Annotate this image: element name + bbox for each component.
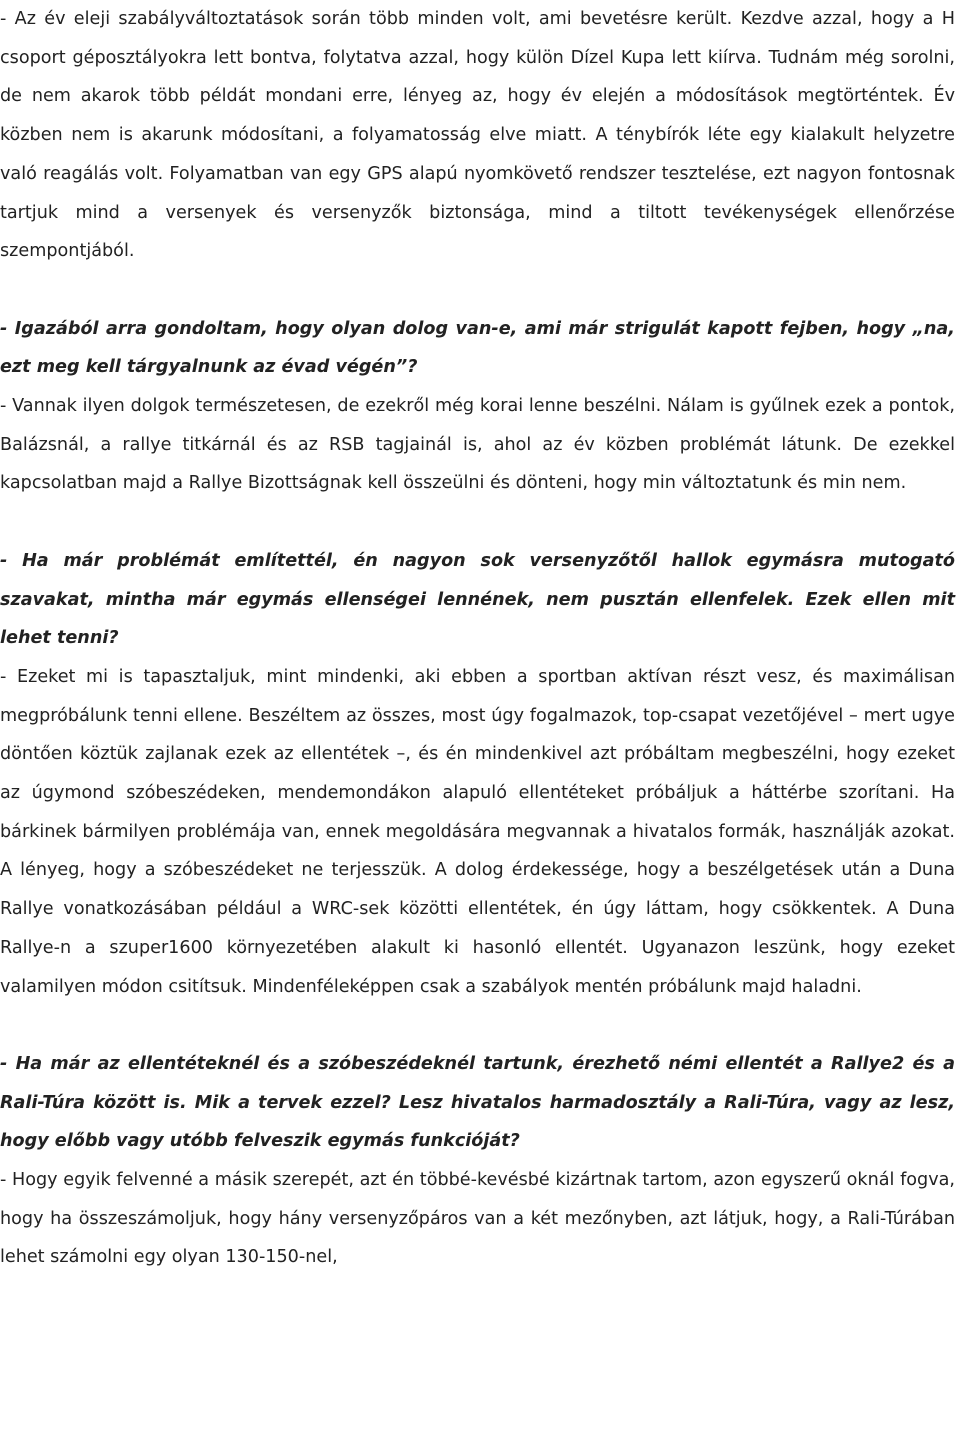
answer-paragraph: - Az év eleji szabályváltoztatások során több minden volt, ami bevetésre került. Kezdve azzal, hogy a H csoport géposztályokra lett bontva, folytatva azzal, hogy külön Dízel Kupa lett kiírva. Tudnám még sorolni, de nem akarok több példát mondani erre, lényeg az, hogy év elején a módosítások megtörténtek. Év közben nem is akarunk módosítani, a folyamatosság elve miatt. A ténybírók léte egy kialakult helyzetre való reagálás volt. Folyamatban van egy GPS alapú nyomkövető rendszer tesztelése, ezt nagyon fontosnak tartjuk mind a versenyek és versenyzők biztonsága, mind a tiltott tevékenységek ellenőrzése szempontjából. — [0, 9, 955, 262]
paragraph-gap — [0, 503, 955, 542]
question-paragraph: - Igazából arra gondoltam, hogy olyan dolog van-e, ami már strigulát kapott fejben, hogy „na, ezt meg kell tárgyalnunk az évad végén”? — [0, 318, 955, 378]
answer-paragraph: - Hogy egyik felvenné a másik szerepét, azt én többé-kevésbé kizártnak tartom, azon egyszerű oknál fogva, hogy ha összeszámoljuk, hogy hány versenyzőpáros van a két mezőnyben, azt látjuk, hogy, a Rali-Túrában lehet számolni egy olyan 130-150-nel, — [0, 1170, 955, 1268]
answer-paragraph: - Ezeket mi is tapasztaljuk, mint mindenki, aki ebben a sportban aktívan részt vesz, és maximálisan megpróbálunk tenni ellene. Beszéltem az összes, most úgy fogalmazok, top-csapat vezetőjével – mert ugye döntően köztük zajlanak ezek az ellentétek –, és én mindenkivel azt próbáltam megbeszélni, hogy ezeket az úgymond szóbeszédeken, mendemondákon alapuló ellentéteket próbáljuk a háttérbe szorítani. Ha bárkinek bármilyen problémája van, ennek megoldására megvannak a hivatalos formák, használják azokat. A lényeg, hogy a szóbeszédeket ne terjesszük. A dolog érdekessége, hogy a beszélgetések után a Duna Rallye vonatkozásában például a WRC-sek közötti ellentétek, én úgy láttam, hogy csökkentek. A Duna Rallye-n a szuper1600 környezetében alakult ki hasonló ellentét. Ugyanazon leszünk, hogy ezeket valamilyen módon csitítsuk. Mindenféleképpen csak a szabályok mentén próbálunk majd haladni. — [0, 666, 955, 997]
question-paragraph: - Ha már az ellentéteknél és a szóbeszédeknél tartunk, érezhető némi ellentét a Rallye2 és a Rali-Túra között is. Mik a tervek ezzel? Lesz hivatalos harmadosztály a Rali-Túra, vagy az lesz, hogy előbb vagy utóbb felveszik egymás funkcióját? — [0, 1053, 955, 1152]
paragraph-gap — [0, 1006, 955, 1045]
question-paragraph: - Ha már problémát említettél, én nagyon sok versenyzőtől hallok egymásra mutogató szavakat, mintha már egymás ellenségei lennének, nem pusztán ellenfelek. Ezek ellen mit lehet tenni? — [0, 550, 955, 649]
answer-paragraph: - Vannak ilyen dolgok természetesen, de ezekről még korai lenne beszélni. Nálam is gyűlnek ezek a pontok, Balázsnál, a rallye titkárnál és az RSB tagjainál is, ahol az év közben problémát látunk. De ezekkel kapcsolatban majd a Rallye Bizottságnak kell összeülni és dönteni, hogy min változtatunk és min nem. — [0, 396, 955, 494]
paragraph-gap — [0, 271, 955, 310]
